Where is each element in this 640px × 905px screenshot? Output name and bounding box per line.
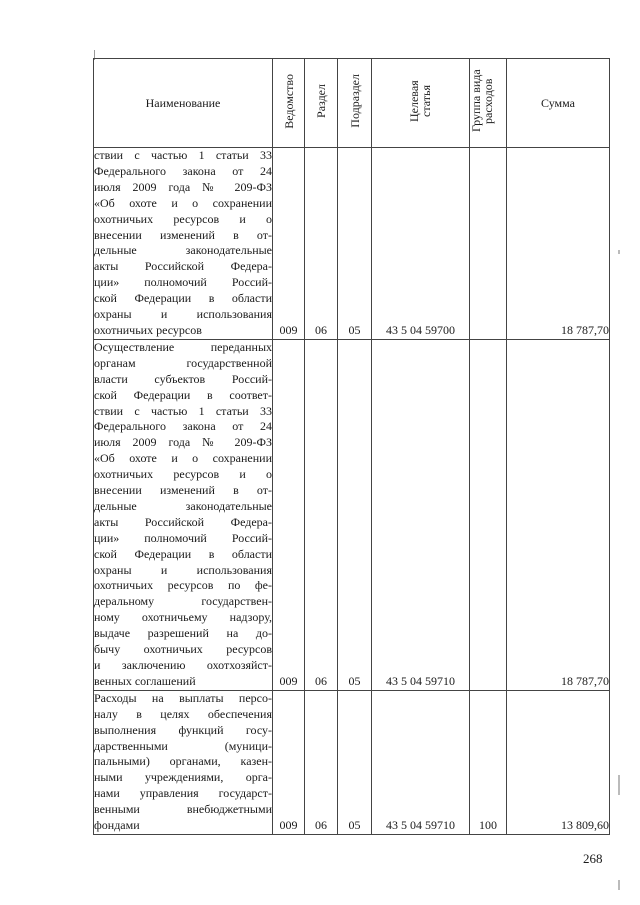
- name-line: деральному государствен-: [94, 594, 272, 609]
- name-line: венными внебюджетными: [94, 802, 272, 817]
- row-name-cell: [94, 690, 273, 834]
- podrazdel-cell: 05: [338, 690, 372, 834]
- name-line: внесении изменений в от-: [94, 227, 272, 242]
- name-line: ции» полномочий Россий-: [94, 275, 272, 290]
- table-row: [94, 148, 610, 340]
- name-line: нами управления государст-: [94, 786, 272, 801]
- statya-cell: 43 5 04 59710: [372, 339, 470, 690]
- gruppa-cell: 100: [470, 690, 507, 834]
- razdel-cell: 06: [305, 339, 338, 690]
- podrazdel-cell: 05: [338, 339, 372, 690]
- name-line: дельные законодательные: [94, 243, 272, 258]
- name-line: и заключению охотхозяйст-: [94, 658, 272, 672]
- header-statya: [372, 59, 470, 148]
- header-gruppa: [470, 59, 507, 148]
- name-line: бычу охотничьих ресурсов: [94, 642, 272, 657]
- summa-cell: 18 787,70: [507, 339, 610, 690]
- table-row: [94, 690, 610, 834]
- header-razdel: [305, 59, 338, 148]
- name-line: Осуществление переданных: [94, 339, 272, 354]
- name-line: охотничьих ресурсов по фе-: [94, 578, 272, 593]
- name-line: ствии с частью 1 статьи 33: [94, 148, 272, 162]
- page-number: 268: [583, 851, 603, 866]
- row-name-cell: [94, 339, 273, 690]
- scan-edge-mark: [618, 880, 620, 890]
- name-line: дельные законодательные: [94, 498, 272, 513]
- razdel-cell: 06: [305, 148, 338, 340]
- name-line: венных соглашений: [94, 673, 196, 688]
- statya-cell: 43 5 04 59710: [372, 690, 470, 834]
- header-statya-label: Целевая статья: [406, 80, 433, 122]
- razdel-cell: 06: [305, 690, 338, 834]
- name-line: охотничьих ресурсов и о: [94, 467, 272, 482]
- table-header-row: [94, 59, 610, 148]
- summa-cell: 18 787,70: [507, 148, 610, 340]
- name-line: Расходы на выплаты персо-: [94, 690, 272, 705]
- name-line: Федерального закона от 24: [94, 163, 272, 178]
- statya-cell: 43 5 04 59700: [372, 148, 470, 340]
- scan-edge-mark: [618, 250, 620, 254]
- name-line: внесении изменений в от-: [94, 483, 272, 498]
- name-line: пальными) органами, казен-: [94, 754, 272, 769]
- vedomstvo-cell: 009: [273, 148, 305, 340]
- name-line: выдаче разрешений на до-: [94, 626, 272, 641]
- vedomstvo-cell: 009: [273, 690, 305, 834]
- name-line: охотничьих ресурсов и о: [94, 211, 272, 226]
- name-line: июля 2009 года № 209-ФЗ: [94, 435, 272, 450]
- header-summa: [507, 59, 610, 148]
- name-line: июля 2009 года № 209-ФЗ: [94, 179, 272, 194]
- name-line: выполнения функций госу-: [94, 722, 272, 737]
- header-name-label: Наименование: [145, 95, 221, 110]
- name-line: ской Федерации в соответ-: [94, 387, 272, 402]
- name-line: «Об охоте и о сохранении: [94, 451, 272, 466]
- name-line: фондами: [94, 818, 140, 833]
- header-name: [94, 59, 273, 148]
- header-vedomstvo-label: Ведомство: [281, 73, 296, 129]
- name-line: органам государственной: [94, 355, 272, 370]
- name-line: ному охотничьему надзору,: [94, 610, 272, 625]
- summa-cell: 13 809,60: [507, 690, 610, 834]
- header-gruppa-label: Группа вида расходов: [469, 69, 495, 133]
- header-podrazdel: [338, 59, 372, 148]
- header-razdel-label: Раздел: [314, 84, 328, 118]
- name-line: налу в целях обеспечения: [94, 706, 272, 721]
- name-line: дарственными (муници-: [94, 738, 272, 753]
- name-line: акты Российской Федера-: [94, 514, 272, 529]
- name-line: ской Федерации в области: [94, 546, 272, 561]
- name-line: ской Федерации в области: [94, 291, 272, 306]
- header-vedomstvo: [273, 59, 305, 148]
- name-line: ными учреждениями, орга-: [94, 770, 272, 785]
- name-line: ствии с частью 1 статьи 33: [94, 403, 272, 418]
- name-line: охраны и использования: [94, 562, 272, 577]
- podrazdel-cell: 05: [338, 148, 372, 340]
- name-line: ции» полномочий Россий-: [94, 530, 272, 545]
- vedomstvo-cell: 009: [273, 339, 305, 690]
- header-podrazdel-label: Подраздел: [347, 74, 362, 128]
- name-line: охотничьих ресурсов: [94, 322, 202, 337]
- header-summa-label: Сумма: [541, 95, 575, 110]
- name-line: власти субъектов Россий-: [94, 371, 272, 386]
- scan-edge-mark: [618, 775, 620, 795]
- name-line: «Об охоте и о сохранении: [94, 195, 272, 210]
- gruppa-cell: [470, 339, 507, 690]
- table-row: [94, 339, 610, 690]
- budget-table: [93, 58, 610, 835]
- name-line: акты Российской Федера-: [94, 259, 272, 274]
- name-line: Федерального закона от 24: [94, 419, 272, 434]
- name-line: охраны и использования: [94, 307, 272, 322]
- row-name-cell: [94, 148, 273, 340]
- gruppa-cell: [470, 148, 507, 340]
